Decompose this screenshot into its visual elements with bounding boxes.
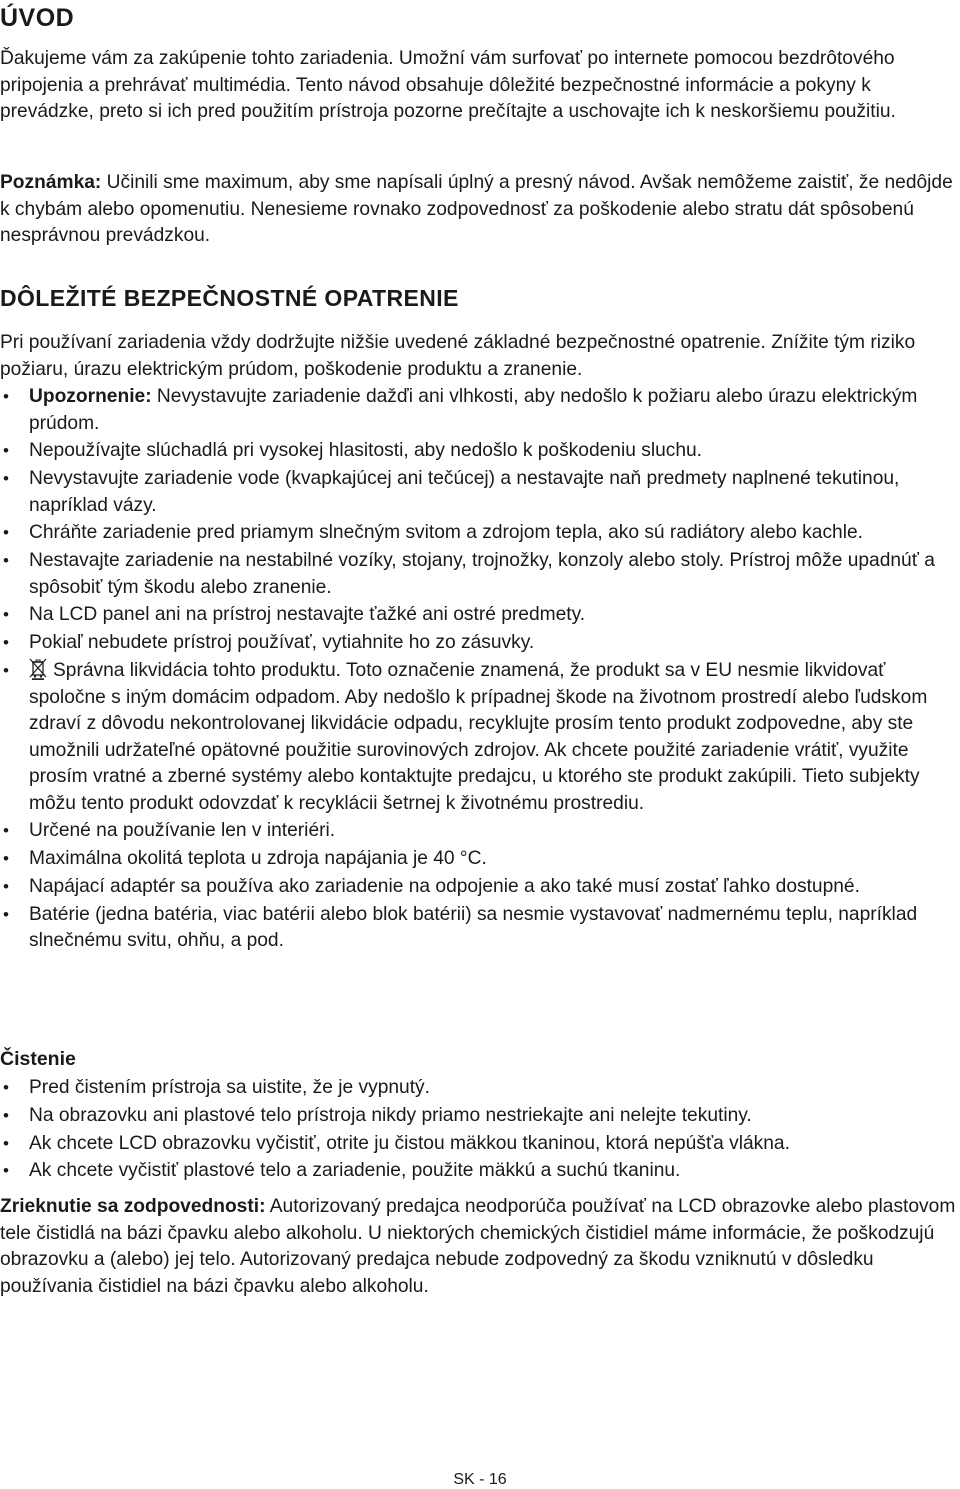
list-item-text: Maximálna okolitá teplota u zdroja napájania je 40 °C. [29,848,487,870]
list-item [0,1103,960,1130]
note-text: Učinili sme maximum, aby sme napísali úplný a presný návod. Avšak nemôžeme zaistiť, že nedôjde k chybám alebo opomenutiu. Nenesieme rovnako zodpovednosť za poškodenie alebo stratu dát spôsobenú nesprávnou prevádzkou. [0,172,953,246]
list-item-text: Nevystavujte zariadenie vode (kvapkajúcej ani tečúcej) a nestavajte naň predmety naplnené tekutinou, napríklad vázy. [29,468,900,516]
disclaimer-text: Autorizovaný predajca neodporúča používať na LCD obrazovke alebo plastovom tele čistidlá na bázi čpavku alebo alkoholu. U niektorých chemických čistidiel máme informácie, že poškodzujú obrazovku a (alebo) jej telo. Autorizovaný predajca nebude zodpovedný za škodu vzniknutú v dôsledku používania čistidiel na bázi čpavku alebo alkoholu. [0,1196,956,1297]
list-item [0,438,960,465]
list-item-text: Na LCD panel ani na prístroj nestavajte ťažké ani ostré predmety. [29,604,586,626]
safety-list [0,384,960,956]
bullet-icon: • [3,605,9,625]
list-item-text: Batérie (jedna batéria, viac batérii alebo blok batérii) sa nesmie vystavovať nadmernému teplu, napríklad slnečnému svitu, ohňu, a pod. [29,903,918,952]
bullet-icon: • [3,1078,9,1097]
list-item-text: Nepoužívajte slúchadlá pri vysokej hlasitosti, aby nedošlo k poškodeniu sluchu. [29,440,703,462]
crossed-bin-icon [29,658,47,680]
bullet-icon: • [3,821,9,841]
bullet-icon: • [3,876,9,896]
list-item [0,1158,960,1185]
intro-title: ÚVOD [0,4,75,32]
disclaimer-paragraph [0,1194,958,1300]
note-paragraph [0,170,958,250]
list-item [0,818,960,845]
bullet-icon: • [3,551,9,571]
cleaning-list [0,1075,960,1186]
list-item-text: Chráňte zariadenie pred priamym slnečným svitom a zdrojom tepla, ako sú radiátory alebo kachle. [29,522,863,544]
list-item [0,1131,960,1158]
list-item-text: Pred čistením prístroja sa uistite, že je vypnutý. [29,1077,430,1098]
bullet-icon: • [3,633,9,653]
list-item [0,846,960,873]
list-item-text: Pokiaľ nebudete prístroj používať, vytiahnite ho zo zásuvky. [29,632,535,654]
list-item [0,874,960,901]
list-item-text: Nestavajte zariadenie na nestabilné vozíky, stojany, trojnožky, konzoly alebo stoly. Prístroj môže upadnúť a spôsobiť tým škodu alebo zranenie. [29,550,935,598]
safety-intro: Pri používaní zariadenia vždy dodržujte nižšie uvedené základné bezpečnostné opatrenie. Znížite tým riziko požiaru, úrazu elektrickým prúdom, poškodenie produktu a zranenie. [0,332,916,380]
disposal-text: Správna likvidácia tohto produktu. Toto označenie znamená, že produkt sa v EU nesmie likvidovať spoločne s iným domácim odpadom. Aby nedošlo k prípadnej škode na životnom prostredí alebo ľudskom zdraví z dôvodu nekontrolovanej likvidácie odpadu, recyklujte prosím tento produkt zodpovedne, aby ste umožnili udržateľné opätovné použitie surovinových zdrojov. Ak chcete použité zariadenie vrátiť, využite prosím vratné a zberné systémy alebo kontaktujte predajcu, u ktorého ste produkt zakúpili. Tieto subjekty môžu tento produkt odovzdať k recyklácii šetrnej k životnému prostrediu. [29,660,928,814]
warning-text: Nevystavujte zariadenie dažďi ani vlhkosti, aby nedošlo k požiaru alebo úrazu elektrickým prúdom. [29,386,918,434]
list-item [0,658,960,817]
bullet-icon: • [3,1161,9,1181]
page-number: SK - 16 [453,1471,507,1488]
list-item-text: Ak chcete vyčistiť plastové telo a zariadenie, použite mäkkú a suchú tkaninu. [29,1160,681,1182]
list-item [0,902,960,955]
disclaimer-label: Zrieknutie sa zodpovednosti: [0,1196,266,1217]
list-item-text: Napájací adaptér sa používa ako zariadenie na odpojenie a ako také musí zostať ľahko dostupné. [29,875,860,897]
bullet-icon: • [3,904,9,924]
warning-label: Upozornenie: [29,386,152,407]
list-item [0,548,960,601]
safety-title: DÔLEŽITÉ BEZPEČNOSTNÉ OPATRENIE [0,285,459,311]
list-item [0,384,960,437]
list-item [0,520,960,547]
list-item-text: Určené na používanie len v interiéri. [29,820,336,842]
bullet-icon: • [3,469,9,489]
bullet-icon: • [3,441,9,461]
bullet-icon: • [3,1133,9,1153]
bullet-icon: • [3,661,9,681]
list-item [0,466,960,519]
list-item [0,630,960,657]
note-label: Poznámka: [0,172,102,193]
list-item [0,1075,960,1102]
bullet-icon: • [3,387,9,406]
bullet-icon: • [3,1105,9,1125]
list-item-text: Ak chcete LCD obrazovku vyčistiť, otrite ju čistou mäkkou tkaninou, ktorá nepúšťa vlákna. [29,1132,790,1154]
list-item-text: Na obrazovku ani plastové telo prístroja nikdy priamo nestriekajte ani nelejte tekutiny. [29,1104,752,1126]
bullet-icon: • [3,849,9,869]
intro-paragraph: Ďakujeme vám za zakúpenie tohto zariadenia. Umožní vám surfovať po internete pomocou bezdrôtového pripojenia a prehrávať multimédia. Tento návod obsahuje dôležité bezpečnostné informácie a pokyny k prevádzke, preto si ich pred použitím prístroja pozorne prečítajte a uschovajte ich k neskoršiemu použitiu. [0,48,896,122]
bullet-icon: • [3,523,9,543]
list-item [0,602,960,629]
cleaning-title: Čistenie [0,1048,76,1070]
